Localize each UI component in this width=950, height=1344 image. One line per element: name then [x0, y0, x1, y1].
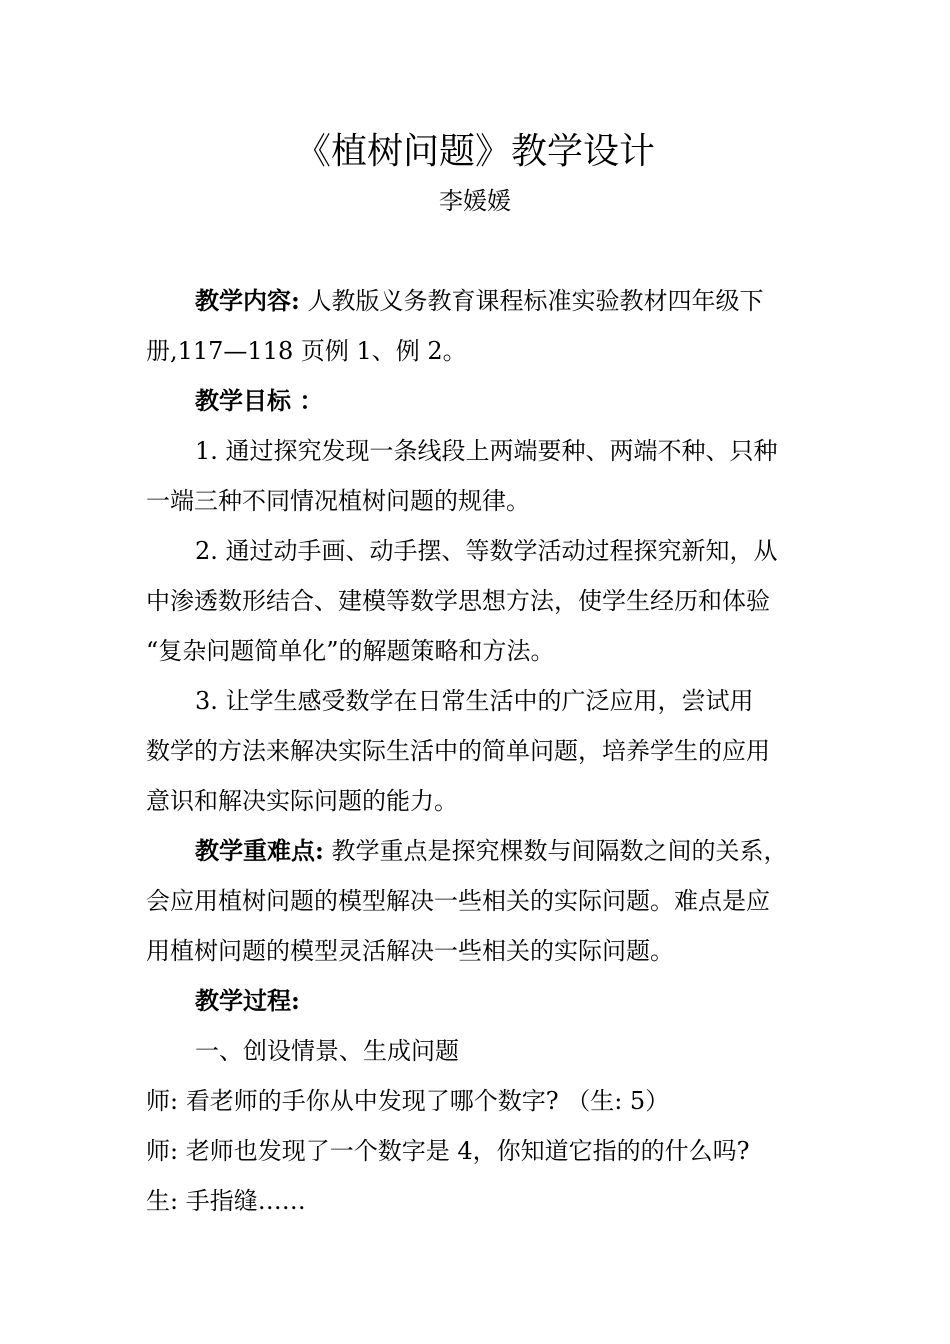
- keypoints-text-1: 教学重点是探究棵数与间隔数之间的关系，: [331, 837, 788, 865]
- content-text-1: 人教版义务教育课程标准实验教材四年级下: [307, 287, 764, 315]
- content-text-2: 册,117—118 页例 1、例 2。: [146, 337, 467, 365]
- keypoints-text-2: 会应用植树问题的模型解决一些相关的实际问题。难点是应: [146, 887, 770, 915]
- objective-2-line-2: 中渗透数形结合、建模等数学思想方法，使学生经历和体验: [146, 587, 770, 615]
- keypoints-paragraph-line-1: [195, 834, 788, 868]
- objective-3-line-1: 3. 让学生感受数学在日常生活中的广泛应用，尝试用: [195, 687, 754, 715]
- process-heading: 教学过程:: [195, 986, 300, 1015]
- objective-3-line-2: 数学的方法来解决实际生活中的简单问题，培养学生的应用: [146, 737, 770, 765]
- content-label: 教学内容:: [195, 286, 300, 315]
- document-author: 李媛媛: [439, 187, 511, 215]
- objectives-heading: 教学目标 ：: [195, 386, 324, 415]
- objective-2-line-3: “复杂问题简单化”的解题策略和方法。: [146, 637, 555, 665]
- objective-1-line-1: 1. 通过探究发现一条线段上两端要种、两端不种、只种: [195, 437, 778, 465]
- dialog-line-3: 生: 手指缝……: [146, 1187, 306, 1215]
- content-paragraph-line-1: [195, 284, 764, 318]
- objective-3-line-3: 意识和解决实际问题的能力。: [146, 787, 458, 815]
- document-title: 《植树问题》教学设计: [294, 131, 655, 172]
- process-section-1: 一、创设情景、生成问题: [195, 1037, 459, 1065]
- keypoints-text-3: 用植树问题的模型灵活解决一些相关的实际问题。: [146, 937, 674, 965]
- objective-1-line-2: 一端三种不同情况植树问题的规律。: [146, 487, 530, 515]
- keypoints-label: 教学重难点:: [195, 836, 324, 865]
- objective-2-line-1: 2. 通过动手画、动手摆、等数学活动过程探究新知，从: [195, 537, 778, 565]
- dialog-line-2: 师: 老师也发现了一个数字是 4，你知道它指的的什么吗?: [146, 1137, 750, 1165]
- dialog-line-1: 师: 看老师的手你从中发现了哪个数字? （生: 5）: [146, 1087, 670, 1115]
